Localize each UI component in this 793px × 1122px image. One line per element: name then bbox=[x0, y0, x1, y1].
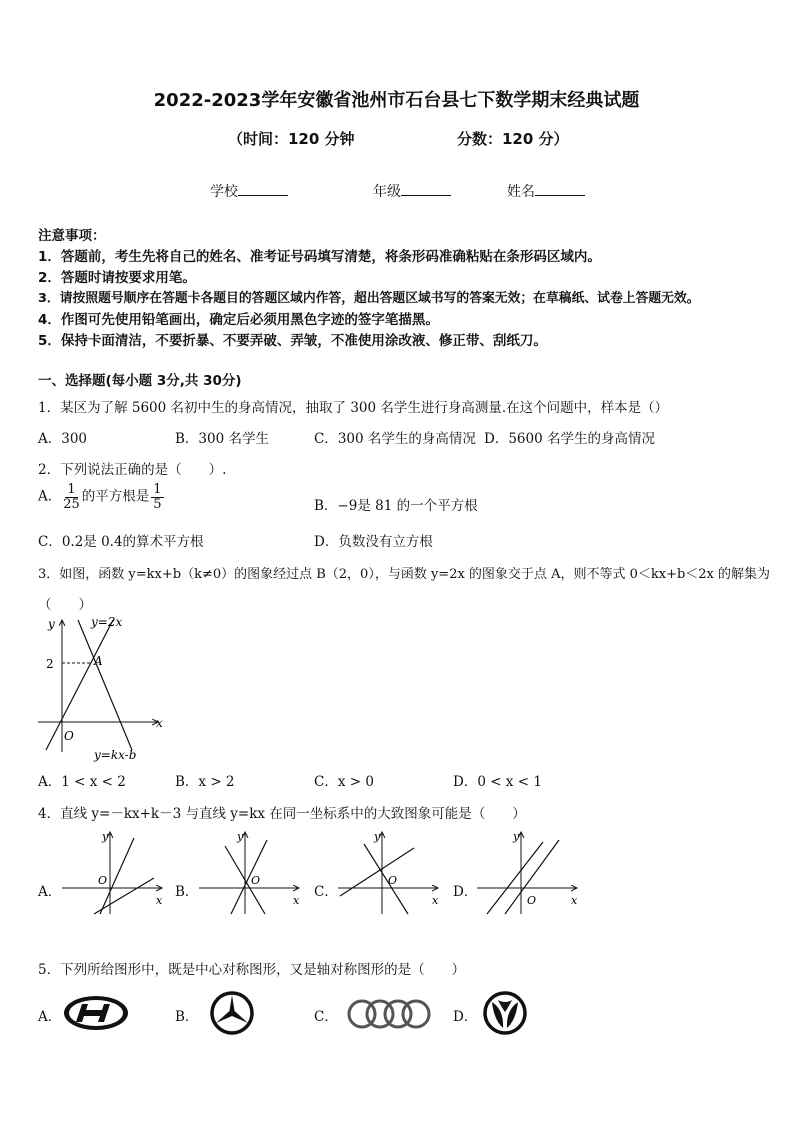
svg-text:O: O bbox=[98, 874, 108, 887]
svg-text:x: x bbox=[156, 894, 163, 907]
q3-option-d: D．0 < x < 1 bbox=[453, 774, 542, 790]
q2-option-d: D．负数没有立方根 bbox=[314, 534, 433, 550]
q3-option-c: C．x > 0 bbox=[314, 774, 374, 790]
svg-text:x: x bbox=[571, 894, 578, 907]
audi-logo-icon bbox=[345, 997, 433, 1031]
fraction: $\frac{1}{25}$ bbox=[63, 482, 80, 512]
q2-option-b: B．−9是 81 的一个平方根 bbox=[314, 498, 478, 514]
origin-label: O bbox=[64, 729, 74, 743]
question-3-stem: 3．如图，函数 y=kx+b（k≠0）的图象经过点 B（2，0），与函数 y=2x 的图象交于点 A，则不等式 0＜kx+b＜2x 的解集为 bbox=[38, 567, 771, 582]
page-title: 2022-2023学年安徽省池州市石台县七下数学期末经典试题 bbox=[153, 90, 640, 111]
q1-option-d: D．5600 名学生的身高情况 bbox=[484, 431, 655, 447]
line-y-2x bbox=[46, 620, 113, 750]
q4-graph-c bbox=[334, 828, 444, 916]
hyundai-logo-icon bbox=[62, 994, 130, 1032]
line-y-kx-b bbox=[78, 620, 132, 750]
point-a-label: A bbox=[94, 654, 103, 668]
line-label-ykxb: y=kx-b bbox=[94, 748, 137, 762]
svg-text:O: O bbox=[527, 894, 537, 907]
svg-text:O: O bbox=[388, 874, 398, 887]
svg-text:y: y bbox=[237, 830, 244, 843]
q4-option-a-label: A． bbox=[38, 884, 62, 900]
q5-option-c-label: C． bbox=[314, 1009, 338, 1025]
q3-option-b: B．x > 2 bbox=[175, 774, 235, 790]
svg-text:x: x bbox=[432, 894, 439, 907]
dongfeng-logo-icon bbox=[482, 990, 528, 1036]
question-4-stem: 4．直线 y=－kx+k－3 与直线 y=kx 在同一坐标系中的大致图象可能是（ ） bbox=[38, 806, 526, 822]
svg-text:y: y bbox=[374, 830, 381, 843]
x-axis-label: x bbox=[156, 716, 163, 730]
note-item: 4．作图可先使用铅笔画出，确定后必须用黑色字迹的签字笔描黑。 bbox=[38, 312, 439, 328]
tick-2: 2 bbox=[46, 657, 54, 671]
q1-option-a: A．300 bbox=[38, 431, 88, 447]
question-1-stem: 1．某区为了解 5600 名初中生的身高情况，抽取了 300 名学生进行身高测量.在这个问题中，样本是（） bbox=[38, 400, 669, 416]
line-label-y2x: y=2x bbox=[91, 615, 123, 629]
q1-option-c: C．300 名学生的身高情况 bbox=[314, 431, 476, 447]
mercedes-logo-icon bbox=[209, 990, 255, 1036]
q5-option-d-label: D． bbox=[453, 1009, 478, 1025]
q4-option-c-label: C． bbox=[314, 884, 338, 900]
q5-option-a-label: A． bbox=[38, 1009, 62, 1025]
question-3-stem-cont: （ ） bbox=[38, 597, 92, 613]
name-field: 姓名 bbox=[507, 181, 585, 201]
note-item: 1．答题前，考生先将自己的姓名、准考证号码填写清楚，将条形码准确粘贴在条形码区域内。 bbox=[38, 249, 601, 265]
q2-option-c: C．0.2是 0.4的算术平方根 bbox=[38, 534, 204, 550]
school-field: 学校 bbox=[210, 181, 288, 201]
note-item: 2．答题时请按要求用笔。 bbox=[38, 270, 196, 286]
question-2-stem: 2．下列说法正确的是（ ）. bbox=[38, 462, 227, 478]
svg-text:y: y bbox=[102, 830, 109, 843]
fraction: $\frac{1}{5}$ bbox=[153, 482, 162, 512]
q4-graph-a bbox=[58, 828, 168, 916]
grade-field: 年级 bbox=[373, 181, 451, 201]
q2-option-a: A． $\frac{1}{25}$ 的平方根是 $\frac{1}{5}$ bbox=[38, 482, 162, 512]
question-5-stem: 5．下列所给图形中，既是中心对称图形，又是轴对称图形的是（ ） bbox=[38, 962, 466, 978]
svg-text:y: y bbox=[513, 830, 520, 843]
y-axis-label: y bbox=[48, 617, 55, 631]
q5-option-b-label: B． bbox=[175, 1009, 199, 1025]
q3-function-graph bbox=[30, 612, 175, 764]
q4-graph-d bbox=[473, 828, 583, 916]
section-heading: 一、选择题(每小题 3分,共 30分) bbox=[38, 373, 242, 389]
notes-heading: 注意事项： bbox=[38, 228, 106, 244]
note-item: 3．请按照题号顺序在答题卡各题目的答题区域内作答，超出答题区域书写的答案无效；在草稿纸、试卷上答题无效。 bbox=[38, 291, 700, 306]
note-item: 5．保持卡面清洁，不要折暴、不要弄破、弄皱，不准使用涂改液、修正带、刮纸刀。 bbox=[38, 333, 547, 349]
total-score: 分数：120 分） bbox=[457, 130, 569, 148]
svg-text:O: O bbox=[251, 874, 261, 887]
q4-option-d-label: D． bbox=[453, 884, 478, 900]
time-limit: （时间：120 分钟 bbox=[228, 130, 355, 148]
q1-option-b: B．300 名学生 bbox=[175, 431, 269, 447]
svg-text:x: x bbox=[293, 894, 300, 907]
q4-graph-b bbox=[195, 828, 305, 916]
q3-option-a: A．1 < x < 2 bbox=[38, 774, 126, 790]
q4-option-b-label: B． bbox=[175, 884, 199, 900]
